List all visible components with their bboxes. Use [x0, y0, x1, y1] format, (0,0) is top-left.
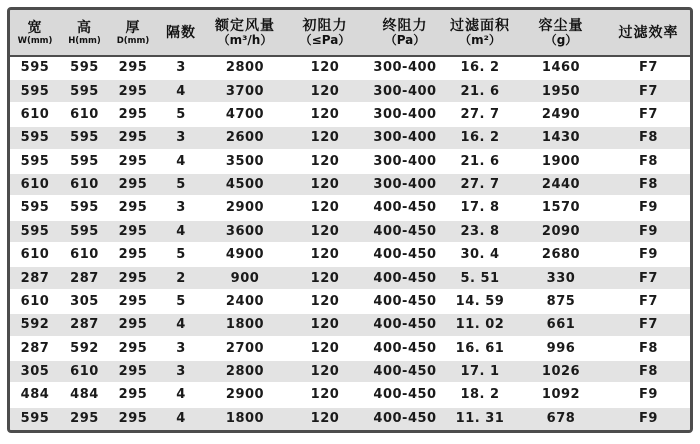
table-cell: 3700 [205, 79, 285, 102]
table-cell: 2800 [225, 60, 265, 76]
column-header-4 [205, 10, 285, 56]
table-row [10, 56, 690, 79]
table-cell: 484 [60, 383, 109, 406]
table-row [10, 313, 690, 336]
column-header-label: 额定风量 [215, 18, 275, 34]
table-cell: 400-450 [365, 220, 445, 243]
table-cell: 16. 61 [445, 337, 515, 360]
table-row [10, 360, 690, 383]
table-cell: 21. 6 [445, 79, 515, 102]
table-cell: 400-450 [365, 243, 445, 266]
table-cell: 595 [10, 126, 60, 149]
table-cell: 3600 [205, 220, 285, 243]
table-cell: 120 [285, 126, 365, 149]
table-cell: 295 [109, 173, 157, 196]
column-header-unit: D(mm) [116, 35, 150, 46]
table-cell: 4700 [205, 103, 285, 126]
table-cell: 14. 59 [445, 290, 515, 313]
table-row [10, 290, 690, 313]
column-header-label: 高 [77, 19, 92, 36]
column-header-label: 过滤面积 [450, 18, 510, 34]
table-cell: 610 [10, 290, 60, 313]
table-cell: F7 [607, 103, 690, 126]
table-row [10, 220, 690, 243]
table-cell: 610 [60, 243, 109, 266]
table-cell: F9 [607, 407, 690, 430]
table-cell: 2900 [205, 196, 285, 219]
table-cell: 120 [285, 103, 365, 126]
table-cell: 120 [285, 220, 365, 243]
table-cell: 900 [205, 266, 285, 289]
table-cell: 295 [109, 290, 157, 313]
table-cell: 295 [109, 243, 157, 266]
table-cell: 4 [157, 383, 205, 406]
table-row [10, 103, 690, 126]
table-cell: F7 [639, 60, 658, 76]
table-cell: 1800 [205, 407, 285, 430]
table-cell: 3 [176, 60, 186, 76]
table-cell: 300-400 [365, 103, 445, 126]
table-cell: 610 [60, 360, 109, 383]
table-cell: 2800 [205, 360, 285, 383]
table-cell: 23. 8 [445, 220, 515, 243]
table-cell: 3500 [205, 150, 285, 173]
column-header-unit: （g） [544, 33, 578, 47]
table-row [10, 266, 690, 289]
table-cell: 305 [60, 290, 109, 313]
table-cell: 3 [157, 126, 205, 149]
table-cell: 4 [157, 220, 205, 243]
table-cell: F8 [607, 126, 690, 149]
table-cell: 5 [157, 103, 205, 126]
table-row [10, 383, 690, 406]
table-cell: 5. 51 [445, 266, 515, 289]
table-cell: 610 [60, 103, 109, 126]
table-cell: 1570 [515, 196, 607, 219]
table-cell: 2600 [205, 126, 285, 149]
table-cell: 17. 8 [445, 196, 515, 219]
table-row [10, 150, 690, 173]
table-cell: 400-450 [365, 407, 445, 430]
table-cell: 295 [109, 383, 157, 406]
table-cell: 1430 [515, 126, 607, 149]
column-header-label: 宽 [27, 19, 43, 36]
table-cell: 120 [285, 150, 365, 173]
table-cell: F8 [607, 337, 690, 360]
table-cell: 661 [515, 313, 607, 336]
table-cell: F9 [607, 383, 690, 406]
table-cell: F7 [607, 313, 690, 336]
table-cell: F8 [607, 173, 690, 196]
table-cell: 4 [157, 407, 205, 430]
table-cell: 300-400 [373, 60, 437, 76]
table-cell: 295 [109, 79, 157, 102]
table-cell: 300-400 [365, 173, 445, 196]
column-header-6 [365, 10, 445, 56]
table-cell: 27. 7 [445, 173, 515, 196]
column-header-unit: （m²） [459, 33, 501, 47]
table-cell: 120 [285, 266, 365, 289]
table-cell: 3 [157, 196, 205, 219]
table-cell: 295 [109, 220, 157, 243]
table-cell: 2440 [515, 173, 607, 196]
table-row [10, 173, 690, 196]
table-cell: 400-450 [365, 360, 445, 383]
table-cell: 2400 [205, 290, 285, 313]
column-header-1 [60, 10, 109, 56]
table-cell: 120 [285, 173, 365, 196]
table-cell: 1460 [541, 60, 581, 76]
table-cell: 295 [109, 360, 157, 383]
table-cell: 400-450 [365, 266, 445, 289]
table-cell: 120 [285, 337, 365, 360]
table-cell: 400-450 [365, 313, 445, 336]
column-header-label: 过滤效率 [618, 24, 679, 41]
table-cell: 595 [10, 407, 60, 430]
table-cell: 287 [10, 337, 60, 360]
table-cell: 120 [310, 60, 340, 76]
table-cell: 400-450 [365, 337, 445, 360]
table-cell: 120 [285, 243, 365, 266]
table-cell: 5 [157, 243, 205, 266]
table-cell: F9 [607, 196, 690, 219]
table-cell: 592 [10, 313, 60, 336]
table-cell: 295 [109, 407, 157, 430]
filter-spec-table [10, 10, 690, 430]
column-header-unit: （m³/h） [217, 33, 273, 47]
table-row [10, 337, 690, 360]
table-cell: 592 [60, 337, 109, 360]
table-cell: 2700 [205, 337, 285, 360]
table-cell: 400-450 [365, 383, 445, 406]
table-cell: 1026 [515, 360, 607, 383]
table-cell: 595 [60, 220, 109, 243]
column-header-8 [515, 10, 607, 56]
table-cell: 4 [157, 150, 205, 173]
table-cell: 595 [60, 79, 109, 102]
column-header-unit: （Pa） [384, 33, 426, 47]
column-header-label: 隔数 [166, 24, 196, 41]
column-header-label: 容尘量 [538, 18, 584, 34]
table-row [10, 79, 690, 102]
table-cell: 5 [157, 290, 205, 313]
table-cell: 295 [109, 196, 157, 219]
table-cell: F7 [607, 266, 690, 289]
table-cell: 595 [10, 150, 60, 173]
column-header-9 [607, 10, 690, 56]
table-header-row [10, 10, 690, 56]
table-cell: F8 [607, 360, 690, 383]
table-cell: 120 [285, 313, 365, 336]
table-cell: 120 [285, 383, 365, 406]
table-cell: 287 [60, 266, 109, 289]
table-cell: 287 [60, 313, 109, 336]
table-cell: 11. 02 [445, 313, 515, 336]
table-cell: 2090 [515, 220, 607, 243]
table-cell: 1950 [515, 79, 607, 102]
column-header-label: 厚 [125, 19, 141, 36]
table-cell: 4500 [205, 173, 285, 196]
table-cell: 300-400 [365, 79, 445, 102]
table-cell: 295 [109, 313, 157, 336]
table-cell: F7 [607, 79, 690, 102]
table-cell: 610 [10, 103, 60, 126]
table-cell: 610 [10, 173, 60, 196]
table-cell: 295 [109, 126, 157, 149]
column-header-unit: （≤Pa） [299, 33, 351, 47]
column-header-0 [10, 10, 60, 56]
table-cell: 295 [60, 407, 109, 430]
table-cell: 120 [285, 290, 365, 313]
table-row [10, 126, 690, 149]
table-cell: 610 [60, 173, 109, 196]
table-cell: 295 [109, 337, 157, 360]
table-cell: 2900 [205, 383, 285, 406]
table-cell: 595 [10, 79, 60, 102]
table-cell: F8 [607, 150, 690, 173]
table-cell: 875 [515, 290, 607, 313]
table-cell: 120 [285, 79, 365, 102]
table-cell: 16. 2 [460, 60, 500, 76]
table-cell: 2 [157, 266, 205, 289]
table-cell: 2680 [515, 243, 607, 266]
table-row [10, 243, 690, 266]
table-cell: 300-400 [365, 126, 445, 149]
table-cell: 295 [109, 103, 157, 126]
table-cell: 120 [285, 407, 365, 430]
column-header-2 [109, 10, 157, 56]
table-cell: 295 [109, 150, 157, 173]
table-cell: 3 [157, 360, 205, 383]
table-body [10, 56, 690, 430]
table-cell: 678 [515, 407, 607, 430]
table-cell: 330 [515, 266, 607, 289]
table-cell: 21. 6 [445, 150, 515, 173]
table-cell: 11. 31 [445, 407, 515, 430]
table-cell: 120 [285, 196, 365, 219]
table-cell: 484 [10, 383, 60, 406]
table-cell: F9 [607, 220, 690, 243]
table-cell: 595 [10, 220, 60, 243]
column-header-label: 终阻力 [382, 18, 428, 34]
table-cell: F9 [607, 243, 690, 266]
table-cell: 17. 1 [445, 360, 515, 383]
table-cell: 1900 [515, 150, 607, 173]
table-cell: 5 [157, 173, 205, 196]
table-cell: 4900 [205, 243, 285, 266]
table-cell: 595 [60, 126, 109, 149]
table-cell: 610 [10, 243, 60, 266]
table-cell: 30. 4 [445, 243, 515, 266]
column-header-unit: H(mm) [68, 35, 101, 46]
table-cell: 595 [60, 196, 109, 219]
table-cell: 2490 [515, 103, 607, 126]
table-cell: 996 [515, 337, 607, 360]
table-row [10, 407, 690, 430]
table-cell: 4 [157, 313, 205, 336]
table-cell: 18. 2 [445, 383, 515, 406]
table-cell: 400-450 [365, 196, 445, 219]
table-cell: 295 [118, 60, 148, 76]
table-cell: 595 [10, 196, 60, 219]
table-cell: 1092 [515, 383, 607, 406]
column-header-unit: W(mm) [17, 35, 53, 46]
table-cell: 4 [157, 79, 205, 102]
column-header-label: 初阻力 [302, 18, 348, 34]
table-cell: 16. 2 [445, 126, 515, 149]
table-cell: 1800 [205, 313, 285, 336]
table-cell: 400-450 [365, 290, 445, 313]
table-cell: 595 [70, 60, 99, 76]
table-cell: 595 [20, 60, 50, 76]
table-cell: 287 [10, 266, 60, 289]
table-cell: 120 [285, 360, 365, 383]
table-cell: 305 [10, 360, 60, 383]
column-header-7 [445, 10, 515, 56]
table-header [10, 10, 690, 56]
table-cell: 295 [109, 266, 157, 289]
table-row [10, 196, 690, 219]
filter-spec-table-frame [7, 7, 693, 433]
column-header-5 [285, 10, 365, 56]
table-cell: 27. 7 [445, 103, 515, 126]
column-header-3 [157, 10, 205, 56]
table-cell: 300-400 [365, 150, 445, 173]
table-cell: 3 [157, 337, 205, 360]
table-cell: 595 [60, 150, 109, 173]
table-cell: F7 [607, 290, 690, 313]
